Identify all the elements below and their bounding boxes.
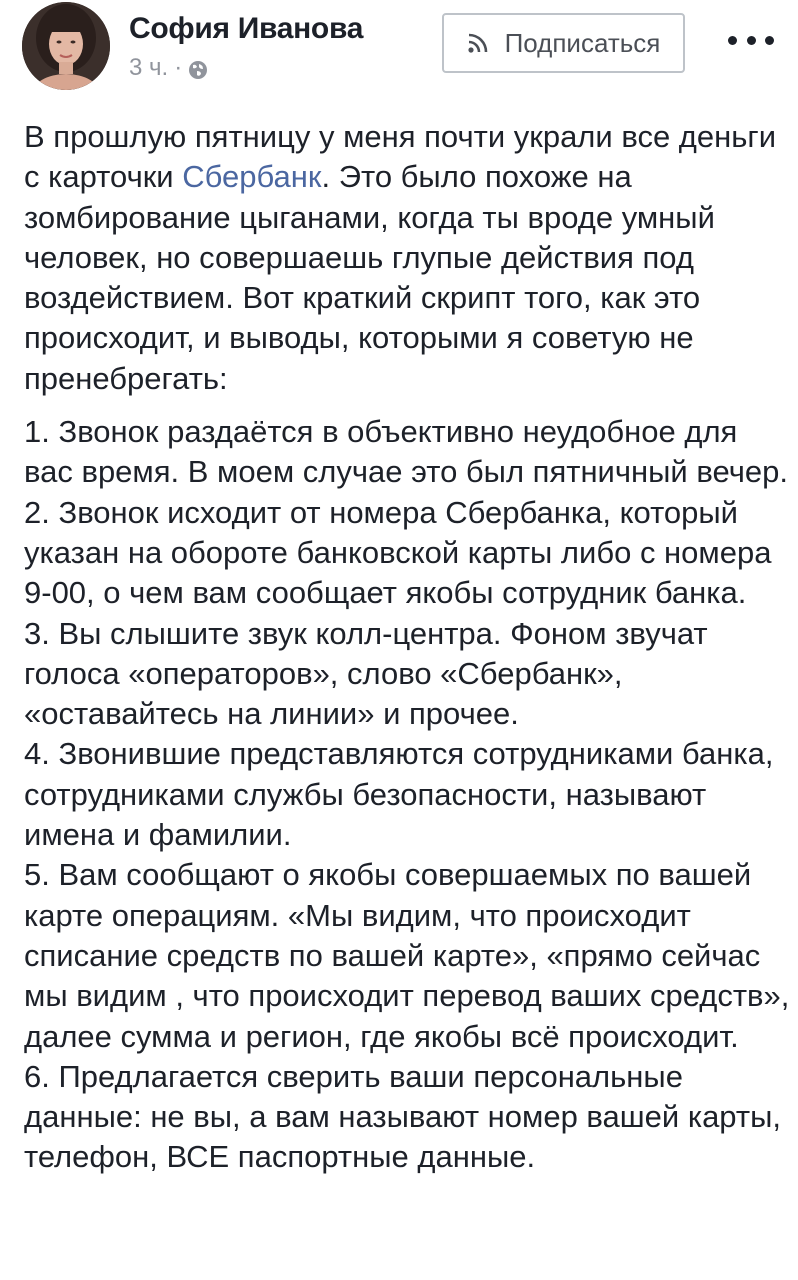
avatar[interactable] xyxy=(22,2,110,90)
list-item: 1. Звонок раздаётся в объективно неудобное для вас время. В моем случае это был пятничный вечер. xyxy=(24,414,788,490)
more-dot xyxy=(747,36,756,45)
intro-text-after: . Это было похоже на зомбирование цыганами, когда ты вроде умный человек, но совершаешь глупые действия под воздействием. Вот краткий скрипт того, как это происходит, и выводы, которыми я советую не пренебрегать: xyxy=(24,159,715,396)
intro-text-before: В прошлую пятницу у меня почти украли все деньги с карточки xyxy=(24,119,777,195)
globe-icon xyxy=(188,59,208,79)
more-dot xyxy=(728,36,737,45)
more-icon[interactable] xyxy=(728,22,774,58)
more-dot xyxy=(765,36,774,45)
post-header xyxy=(0,0,798,100)
list-item: 6. Предлагается сверить ваши персональные данные: не вы, а вам называют номер вашей карты, телефон, ВСЕ паспортные данные. xyxy=(24,1058,781,1175)
list-item: 3. Вы слышите звук колл-центра. Фоном звучат голоса «операторов», слово «Сбербанк», «оставайтесь на линии» и прочее. xyxy=(24,615,708,732)
sberbank-link[interactable]: Сбербанк xyxy=(182,159,322,195)
subscribe-label: Подписаться xyxy=(504,27,661,58)
list-item: 2. Звонок исходит от номера Сбербанка, который указан на обороте банковской карты либо с номера 9-00, о чем вам сообщает якобы сотрудник банка. xyxy=(24,494,772,611)
post-intro xyxy=(24,117,794,399)
list-item: 4. Звонившие представляются сотрудниками банка, сотрудниками службы безопасности, называют имена и фамилии. xyxy=(24,736,774,853)
author-name[interactable]: София Иванова xyxy=(129,12,364,45)
list-item: 5. Вам сообщают о якобы совершаемых по вашей карте операциям. «Мы видим, что происходит списание средств по вашей карте», «прямо сейчас мы видим , что происходит перевод ваших средств», далее сумма и регион, где якобы всё происходит. xyxy=(24,857,790,1054)
post-body xyxy=(24,117,794,1178)
subscribe-button[interactable] xyxy=(442,13,685,73)
post-meta xyxy=(129,54,208,82)
meta-separator: · xyxy=(174,54,183,81)
rss-icon xyxy=(467,32,489,54)
post-time[interactable]: 3 ч. xyxy=(129,54,169,81)
